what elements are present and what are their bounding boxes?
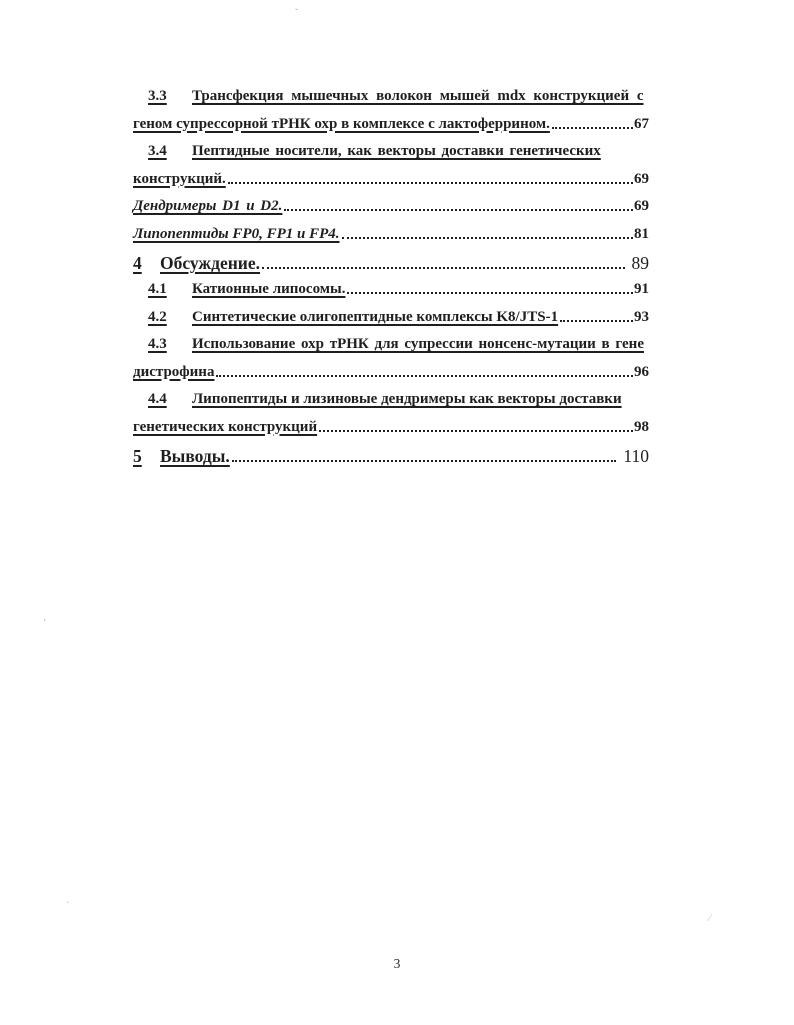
toc-entry-4-3-line1 — [133, 335, 649, 353]
scan-artifact: ⁄ — [709, 913, 711, 924]
dot-leader — [228, 182, 633, 184]
toc-entry-title: Синтетические олигопептидные комплексы K8/JTS-1 — [192, 308, 559, 325]
toc-page-number: 96 — [634, 363, 649, 380]
toc-entry-4-3-line2 — [133, 363, 649, 381]
toc-entry-title: дистрофина — [133, 363, 215, 380]
dot-leader — [342, 237, 633, 239]
toc-page-number: 98 — [634, 418, 649, 435]
toc-entry-dendrimers — [133, 197, 649, 215]
table-of-contents — [133, 87, 649, 473]
dot-leader — [319, 430, 633, 432]
toc-entry-number: 4.3 — [148, 336, 167, 352]
toc-entry-number: 4.4 — [148, 391, 167, 407]
toc-entry-title: Катионные липосомы. — [192, 281, 346, 297]
toc-entry-title: Липопептиды FP0, FP1 и FP4. — [133, 225, 340, 242]
toc-entry-title: Обсуждение. — [160, 253, 261, 273]
toc-entry-title: Липопептиды и лизиновые дендримеры как векторы доставки — [192, 391, 622, 407]
toc-entry-title: генетических конструкций — [133, 418, 318, 435]
toc-entry-number: 4 — [133, 253, 142, 273]
toc-entry-4-4-line2 — [133, 418, 649, 436]
toc-page-number: 91 — [634, 281, 649, 297]
dot-leader — [347, 292, 633, 294]
toc-page-number: 89 — [631, 253, 649, 273]
toc-entry-title: Дендримеры D1 и D2. — [133, 198, 283, 214]
dot-leader — [232, 460, 617, 462]
toc-entry-chapter-5 — [133, 445, 649, 467]
toc-entry-4-4-line1 — [133, 390, 649, 408]
toc-entry-3-4-line1 — [133, 142, 649, 160]
toc-entry-number: 3.4 — [148, 143, 167, 159]
toc-entry-number: 5 — [133, 446, 142, 466]
scan-artifact: · — [66, 898, 70, 909]
toc-entry-title: геном супрессорной тРНК охр в комплексе с лактоферрином. — [133, 115, 550, 132]
toc-page-number: 69 — [634, 198, 649, 214]
toc-page-number: 67 — [634, 115, 649, 132]
page-number-footer: 3 — [393, 956, 401, 971]
toc-entry-title: Выводы. — [160, 446, 230, 466]
toc-entry-4-2 — [133, 308, 649, 326]
toc-page-number: 69 — [634, 170, 649, 187]
toc-page-number: 81 — [634, 225, 649, 242]
dot-leader — [284, 209, 633, 211]
toc-entry-title: Использование охр тРНК для супрессии нонсенс-мутации в гене — [192, 336, 644, 352]
toc-entry-title: конструкций. — [133, 170, 226, 187]
toc-entry-number: 3.3 — [148, 88, 167, 104]
toc-entry-lipopeptides — [133, 225, 649, 243]
scan-artifact: ˇ — [295, 8, 299, 19]
toc-entry-title: Пептидные носители, как векторы доставки генетических — [192, 143, 601, 159]
toc-entry-number: 4.1 — [148, 281, 167, 297]
toc-entry-3-3-line1 — [133, 87, 649, 105]
toc-page-number: 110 — [623, 446, 649, 466]
dot-leader — [262, 267, 624, 269]
toc-page-number: 93 — [634, 308, 649, 325]
dot-leader — [560, 320, 633, 322]
toc-entry-chapter-4 — [133, 252, 649, 274]
toc-entry-4-1 — [133, 280, 649, 298]
dot-leader — [216, 375, 633, 377]
toc-entry-3-3-line2 — [133, 115, 649, 133]
toc-entry-3-4-line2 — [133, 170, 649, 188]
dot-leader — [552, 127, 633, 129]
scan-artifact: ʼ — [43, 618, 47, 629]
toc-entry-title: Трансфекция мышечных волокон мышей mdx конструкцией с — [192, 88, 644, 104]
toc-entry-number: 4.2 — [148, 308, 167, 325]
